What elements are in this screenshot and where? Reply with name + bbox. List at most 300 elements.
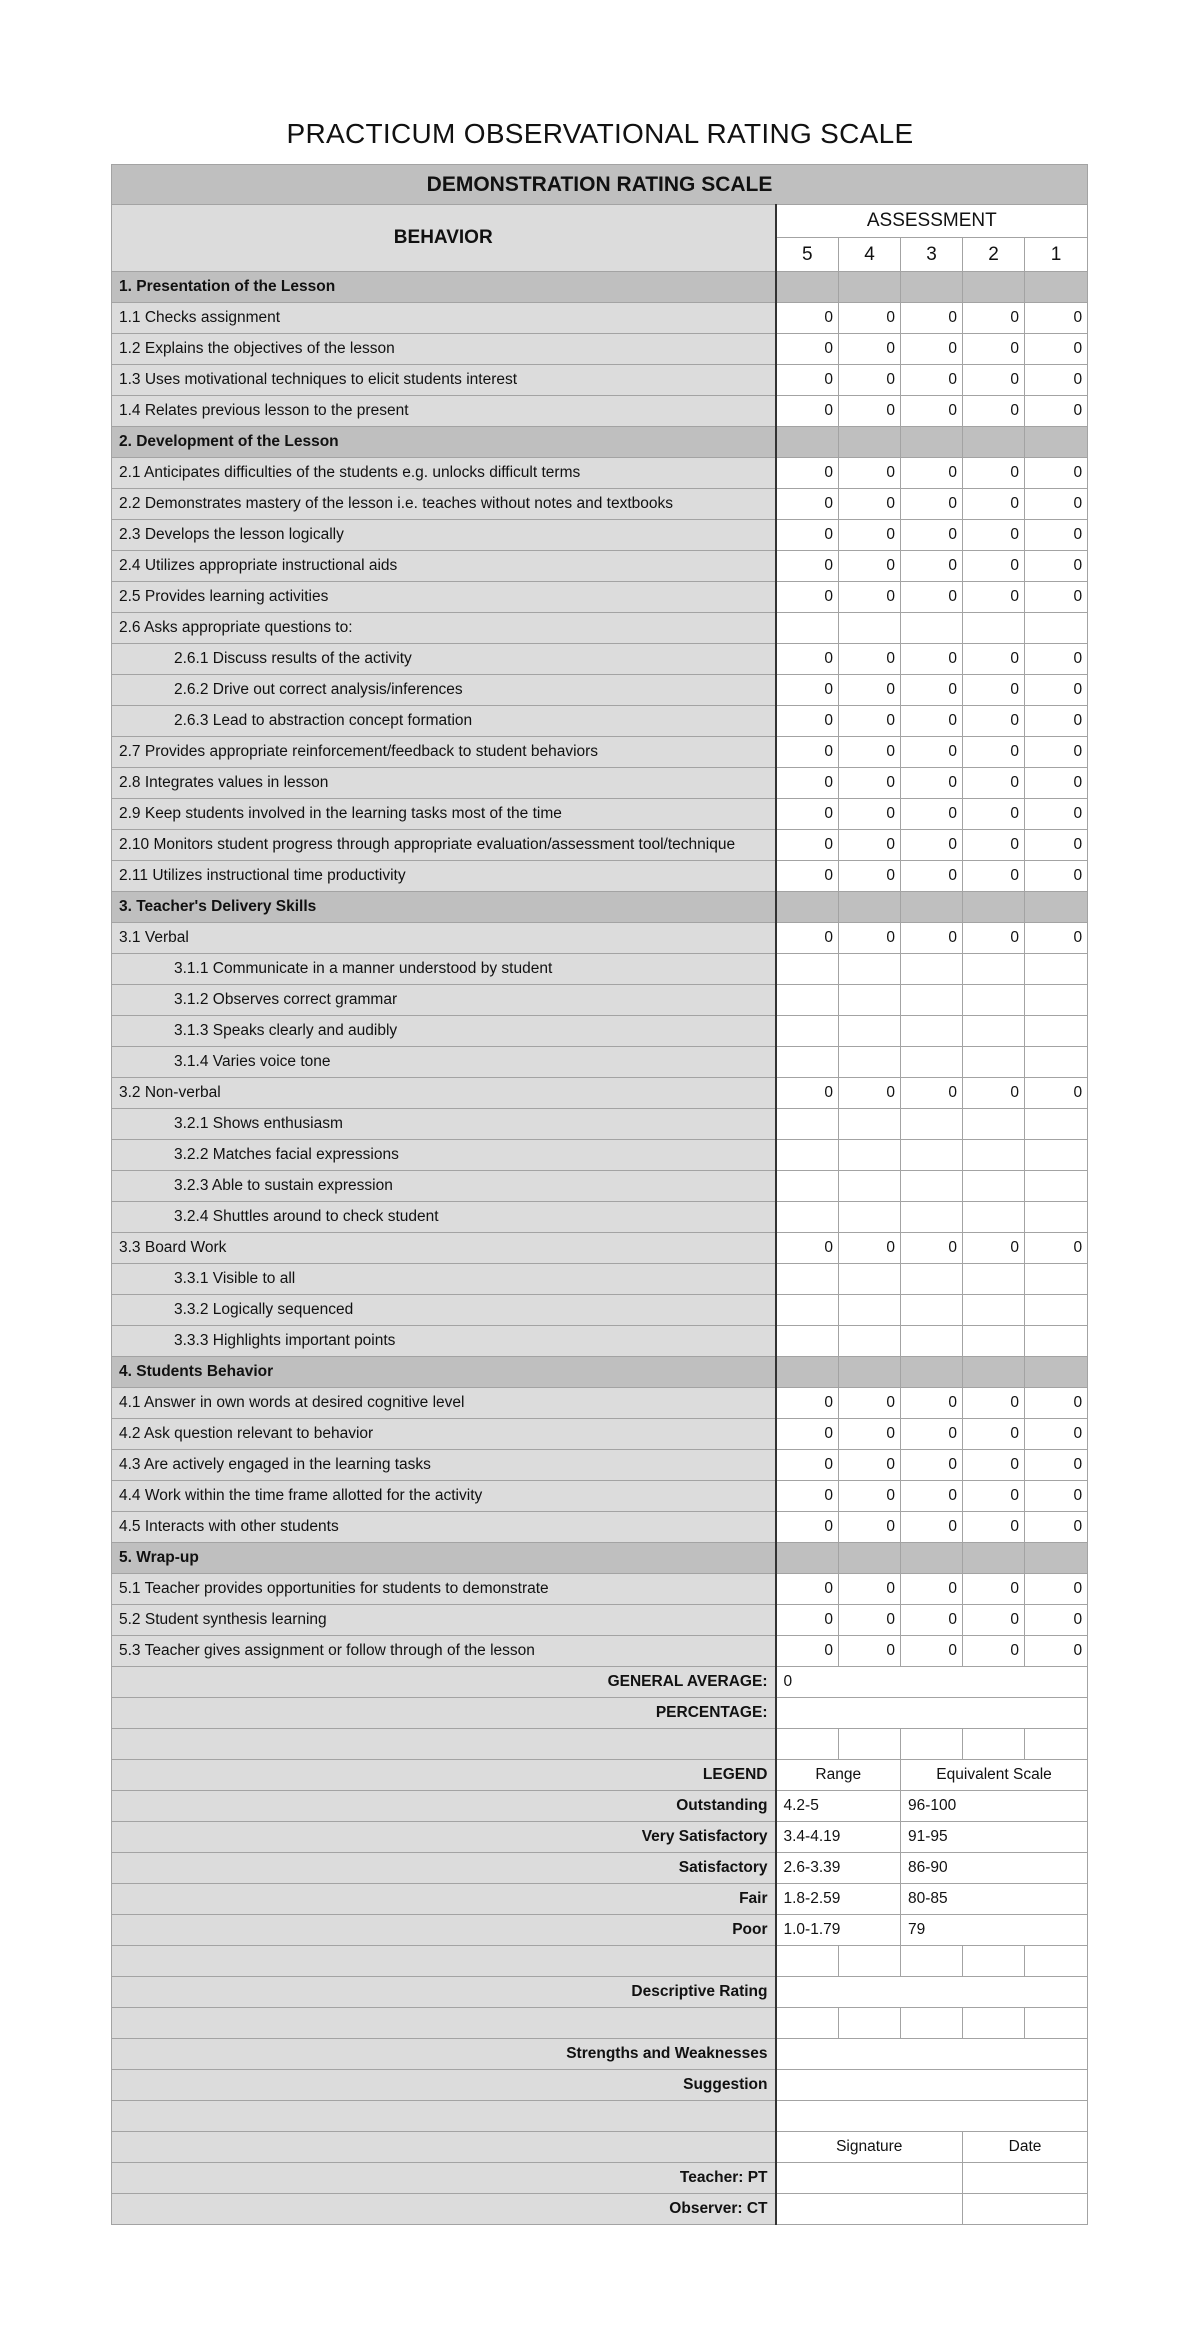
general-average-value[interactable]: 0	[776, 1667, 1088, 1698]
score-cell-1[interactable]: 0	[1025, 396, 1088, 427]
legend-header-row	[112, 1760, 1088, 1791]
behavior-label: 4.5 Interacts with other students	[112, 1512, 776, 1543]
score-cell-5[interactable]: 0	[776, 768, 839, 799]
score-cell-3[interactable]: 0	[901, 1481, 963, 1512]
score-cell-1[interactable]: 0	[1025, 365, 1088, 396]
score-cell-5[interactable]: 0	[776, 396, 839, 427]
score-cell-2[interactable]: 0	[963, 1512, 1025, 1543]
score-cell-1[interactable]: 0	[1025, 861, 1088, 892]
behavior-label: 5.2 Student synthesis learning	[112, 1605, 776, 1636]
section-score-cell	[1025, 1543, 1088, 1574]
score-cell-5[interactable]: 0	[776, 520, 839, 551]
score-cell-4[interactable]: 0	[839, 334, 901, 365]
score-cell-1[interactable]	[1025, 1016, 1088, 1047]
score-cell-1[interactable]	[1025, 1109, 1088, 1140]
score-cell-4[interactable]: 0	[839, 706, 901, 737]
score-cell-2[interactable]: 0	[963, 861, 1025, 892]
score-cell-5[interactable]	[776, 613, 839, 644]
score-cell-1[interactable]: 0	[1025, 1078, 1088, 1109]
section-header-row	[112, 1543, 1088, 1574]
score-cell-3[interactable]: 0	[901, 489, 963, 520]
score-cell-1[interactable]: 0	[1025, 768, 1088, 799]
score-cell-4[interactable]: 0	[839, 520, 901, 551]
score-cell-3[interactable]: 0	[901, 830, 963, 861]
spacer-cell	[776, 2008, 839, 2039]
score-cell-2[interactable]: 0	[963, 923, 1025, 954]
score-cell-2[interactable]: 0	[963, 768, 1025, 799]
score-cell-2[interactable]: 0	[963, 520, 1025, 551]
percentage-value[interactable]	[776, 1698, 1088, 1729]
score-cell-1[interactable]: 0	[1025, 799, 1088, 830]
spacer-row	[112, 1729, 1088, 1760]
score-cell-3[interactable]	[901, 1264, 963, 1295]
score-cell-5[interactable]: 0	[776, 737, 839, 768]
score-cell-5[interactable]: 0	[776, 1388, 839, 1419]
score-cell-2[interactable]: 0	[963, 706, 1025, 737]
score-cell-5[interactable]: 0	[776, 458, 839, 489]
score-cell-4[interactable]: 0	[839, 768, 901, 799]
score-cell-2[interactable]: 0	[963, 1636, 1025, 1667]
behavior-label: 1.4 Relates previous lesson to the present	[112, 396, 776, 427]
score-cell-5[interactable]: 0	[776, 923, 839, 954]
score-cell-1[interactable]: 0	[1025, 675, 1088, 706]
score-cell-5[interactable]: 0	[776, 1481, 839, 1512]
score-cell-2[interactable]	[963, 985, 1025, 1016]
score-cell-5[interactable]: 0	[776, 1450, 839, 1481]
score-cell-1[interactable]	[1025, 1171, 1088, 1202]
score-cell-5[interactable]: 0	[776, 706, 839, 737]
section-score-cell	[776, 1357, 839, 1388]
score-cell-3[interactable]	[901, 613, 963, 644]
score-cell-5[interactable]	[776, 954, 839, 985]
score-cell-2[interactable]	[963, 1326, 1025, 1357]
item-row	[112, 551, 1088, 582]
percentage-row	[112, 1698, 1088, 1729]
section-score-cell	[1025, 272, 1088, 303]
score-cell-2[interactable]: 0	[963, 1450, 1025, 1481]
score-cell-1[interactable]	[1025, 985, 1088, 1016]
legend-range: 1.0-1.79	[776, 1915, 901, 1946]
score-cell-5[interactable]	[776, 1264, 839, 1295]
behavior-label: 3.3.2 Logically sequenced	[112, 1295, 776, 1326]
score-cell-5[interactable]: 0	[776, 675, 839, 706]
legend-row	[112, 1853, 1088, 1884]
spacer-cell	[1025, 1946, 1088, 1977]
score-cell-2[interactable]: 0	[963, 365, 1025, 396]
sub-item-row	[112, 985, 1088, 1016]
score-cell-2[interactable]: 0	[963, 303, 1025, 334]
score-cell-5[interactable]	[776, 1109, 839, 1140]
score-cell-5[interactable]	[776, 985, 839, 1016]
score-cell-1[interactable]: 0	[1025, 1419, 1088, 1450]
score-cell-4[interactable]: 0	[839, 582, 901, 613]
score-cell-4[interactable]: 0	[839, 1233, 901, 1264]
score-cell-4[interactable]: 0	[839, 1512, 901, 1543]
score-cell-5[interactable]: 0	[776, 799, 839, 830]
score-cell-1[interactable]: 0	[1025, 1636, 1088, 1667]
score-cell-1[interactable]: 0	[1025, 551, 1088, 582]
score-cell-3[interactable]: 0	[901, 768, 963, 799]
section-score-cell	[963, 1357, 1025, 1388]
score-cell-3[interactable]: 0	[901, 1605, 963, 1636]
score-cell-4[interactable]: 0	[839, 644, 901, 675]
score-cell-2[interactable]	[963, 1295, 1025, 1326]
score-cell-5[interactable]	[776, 1171, 839, 1202]
score-cell-4[interactable]: 0	[839, 396, 901, 427]
legend-scale-header: Equivalent Scale	[901, 1760, 1088, 1791]
behavior-label: 4.2 Ask question relevant to behavior	[112, 1419, 776, 1450]
score-cell-4[interactable]: 0	[839, 737, 901, 768]
behavior-label: 3.3 Board Work	[112, 1233, 776, 1264]
score-cell-4[interactable]: 0	[839, 1450, 901, 1481]
spacer-cell	[776, 2101, 1088, 2132]
score-cell-3[interactable]	[901, 1109, 963, 1140]
score-cell-5[interactable]: 0	[776, 365, 839, 396]
score-cell-5[interactable]	[776, 1047, 839, 1078]
score-cell-2[interactable]	[963, 613, 1025, 644]
score-cell-2[interactable]: 0	[963, 1388, 1025, 1419]
banner-title: DEMONSTRATION RATING SCALE	[112, 165, 1088, 205]
score-cell-4[interactable]: 0	[839, 365, 901, 396]
legend-row	[112, 1822, 1088, 1853]
score-cell-2[interactable]: 0	[963, 830, 1025, 861]
score-cell-4[interactable]	[839, 1109, 901, 1140]
section-score-cell	[776, 272, 839, 303]
score-cell-4[interactable]: 0	[839, 551, 901, 582]
score-cell-1[interactable]: 0	[1025, 1233, 1088, 1264]
score-cell-3[interactable]	[901, 1295, 963, 1326]
score-cell-2[interactable]	[963, 1047, 1025, 1078]
score-cell-3[interactable]: 0	[901, 737, 963, 768]
score-cell-5[interactable]	[776, 1140, 839, 1171]
item-row	[112, 1419, 1088, 1450]
legend-range: 4.2-5	[776, 1791, 901, 1822]
score-cell-4[interactable]	[839, 1295, 901, 1326]
legend-label: LEGEND	[112, 1760, 776, 1791]
score-cell-5[interactable]: 0	[776, 1078, 839, 1109]
section-score-cell	[839, 427, 901, 458]
section-score-cell	[1025, 892, 1088, 923]
score-cell-1[interactable]: 0	[1025, 1512, 1088, 1543]
score-cell-1[interactable]	[1025, 1295, 1088, 1326]
observer-date-field[interactable]	[963, 2194, 1088, 2225]
teacher-label: Teacher: PT	[112, 2163, 776, 2194]
spacer-cell	[112, 1946, 776, 1977]
score-cell-2[interactable]: 0	[963, 334, 1025, 365]
score-cell-2[interactable]: 0	[963, 1574, 1025, 1605]
score-cell-2[interactable]	[963, 1202, 1025, 1233]
behavior-label: 2.1 Anticipates difficulties of the students e.g. unlocks difficult terms	[112, 458, 776, 489]
item-row	[112, 1233, 1088, 1264]
observer-label: Observer: CT	[112, 2194, 776, 2225]
spacer-cell	[963, 2008, 1025, 2039]
score-cell-2[interactable]: 0	[963, 799, 1025, 830]
score-cell-4[interactable]: 0	[839, 675, 901, 706]
score-cell-5[interactable]: 0	[776, 1574, 839, 1605]
spacer-cell	[901, 1729, 963, 1760]
score-cell-1[interactable]	[1025, 1202, 1088, 1233]
score-cell-5[interactable]: 0	[776, 1636, 839, 1667]
score-cell-2[interactable]: 0	[963, 458, 1025, 489]
score-cell-4[interactable]	[839, 1264, 901, 1295]
teacher-signature-field[interactable]	[776, 2163, 963, 2194]
score-cell-4[interactable]	[839, 954, 901, 985]
score-cell-2[interactable]	[963, 1016, 1025, 1047]
score-cell-1[interactable]	[1025, 954, 1088, 985]
score-cell-2[interactable]	[963, 954, 1025, 985]
score-cell-3[interactable]	[901, 1047, 963, 1078]
spacer-cell	[839, 2008, 901, 2039]
score-cell-3[interactable]: 0	[901, 1078, 963, 1109]
score-cell-4[interactable]: 0	[839, 303, 901, 334]
score-cell-1[interactable]	[1025, 1047, 1088, 1078]
score-cell-4[interactable]	[839, 1140, 901, 1171]
score-cell-2[interactable]: 0	[963, 396, 1025, 427]
score-cell-3[interactable]: 0	[901, 1574, 963, 1605]
legend-rating: Satisfactory	[112, 1853, 776, 1884]
score-cell-4[interactable]: 0	[839, 1481, 901, 1512]
score-cell-2[interactable]: 0	[963, 1419, 1025, 1450]
score-cell-4[interactable]: 0	[839, 1605, 901, 1636]
behavior-label: 3.2.3 Able to sustain expression	[112, 1171, 776, 1202]
behavior-label: 2.2 Demonstrates mastery of the lesson i.e. teaches without notes and textbooks	[112, 489, 776, 520]
section-score-cell	[839, 1543, 901, 1574]
legend-scale: 96-100	[901, 1791, 1088, 1822]
section-score-cell	[839, 272, 901, 303]
section-score-cell	[1025, 427, 1088, 458]
item-row	[112, 1636, 1088, 1667]
suggestion-row	[112, 2070, 1088, 2101]
score-cell-4[interactable]: 0	[839, 861, 901, 892]
date-header: Date	[963, 2132, 1088, 2163]
score-cell-4[interactable]: 0	[839, 830, 901, 861]
behavior-label: 2.7 Provides appropriate reinforcement/feedback to student behaviors	[112, 737, 776, 768]
score-cell-1[interactable]: 0	[1025, 582, 1088, 613]
score-cell-3[interactable]: 0	[901, 520, 963, 551]
score-cell-4[interactable]: 0	[839, 489, 901, 520]
item-row	[112, 1078, 1088, 1109]
score-cell-1[interactable]: 0	[1025, 520, 1088, 551]
strengths-field[interactable]	[776, 2039, 1088, 2070]
score-cell-3[interactable]	[901, 985, 963, 1016]
sub-item-row	[112, 1264, 1088, 1295]
item-row	[112, 1512, 1088, 1543]
item-row	[112, 923, 1088, 954]
banner-row	[112, 165, 1088, 205]
descriptive-rating-field[interactable]	[776, 1977, 1088, 2008]
score-cell-2[interactable]	[963, 1171, 1025, 1202]
score-cell-5[interactable]	[776, 1295, 839, 1326]
section-title: 2. Development of the Lesson	[112, 427, 776, 458]
score-cell-5[interactable]: 0	[776, 303, 839, 334]
score-cell-4[interactable]	[839, 613, 901, 644]
item-row	[112, 520, 1088, 551]
score-cell-3[interactable]: 0	[901, 799, 963, 830]
section-score-cell	[776, 427, 839, 458]
score-cell-1[interactable]: 0	[1025, 1605, 1088, 1636]
score-cell-2[interactable]: 0	[963, 1233, 1025, 1264]
suggestion-label: Suggestion	[112, 2070, 776, 2101]
score-cell-3[interactable]: 0	[901, 551, 963, 582]
section-title: 4. Students Behavior	[112, 1357, 776, 1388]
score-cell-3[interactable]	[901, 1016, 963, 1047]
score-cell-4[interactable]	[839, 985, 901, 1016]
score-cell-3[interactable]: 0	[901, 582, 963, 613]
sub-item-row	[112, 675, 1088, 706]
score-cell-2[interactable]: 0	[963, 582, 1025, 613]
section-title: 3. Teacher's Delivery Skills	[112, 892, 776, 923]
sub-item-row	[112, 706, 1088, 737]
score-cell-5[interactable]	[776, 1016, 839, 1047]
item-row	[112, 365, 1088, 396]
score-cell-2[interactable]: 0	[963, 644, 1025, 675]
score-cell-3[interactable]	[901, 1140, 963, 1171]
score-cell-1[interactable]: 0	[1025, 644, 1088, 675]
score-cell-4[interactable]: 0	[839, 923, 901, 954]
score-cell-1[interactable]: 0	[1025, 706, 1088, 737]
score-cell-5[interactable]: 0	[776, 830, 839, 861]
score-cell-1[interactable]: 0	[1025, 830, 1088, 861]
score-cell-5[interactable]: 0	[776, 1605, 839, 1636]
score-cell-3[interactable]: 0	[901, 303, 963, 334]
suggestion-field[interactable]	[776, 2070, 1088, 2101]
score-cell-3[interactable]: 0	[901, 861, 963, 892]
teacher-row	[112, 2163, 1088, 2194]
score-cell-2[interactable]: 0	[963, 1605, 1025, 1636]
score-cell-1[interactable]	[1025, 1264, 1088, 1295]
score-cell-3[interactable]: 0	[901, 1512, 963, 1543]
score-cell-2[interactable]: 0	[963, 1078, 1025, 1109]
spacer-cell	[112, 2008, 776, 2039]
score-cell-4[interactable]: 0	[839, 1388, 901, 1419]
score-cell-1[interactable]	[1025, 613, 1088, 644]
score-cell-2[interactable]: 0	[963, 551, 1025, 582]
behavior-label: 2.11 Utilizes instructional time productivity	[112, 861, 776, 892]
score-cell-3[interactable]: 0	[901, 675, 963, 706]
section-score-cell	[901, 272, 963, 303]
score-cell-5[interactable]: 0	[776, 644, 839, 675]
score-cell-1[interactable]: 0	[1025, 334, 1088, 365]
score-cell-2[interactable]	[963, 1140, 1025, 1171]
observer-signature-field[interactable]	[776, 2194, 963, 2225]
score-cell-1[interactable]	[1025, 1326, 1088, 1357]
score-cell-3[interactable]	[901, 1202, 963, 1233]
score-cell-5[interactable]	[776, 1202, 839, 1233]
score-cell-1[interactable]: 0	[1025, 1481, 1088, 1512]
score-cell-3[interactable]: 0	[901, 396, 963, 427]
score-cell-4[interactable]: 0	[839, 799, 901, 830]
score-cell-2[interactable]: 0	[963, 675, 1025, 706]
score-cell-1[interactable]: 0	[1025, 458, 1088, 489]
score-cell-3[interactable]: 0	[901, 1388, 963, 1419]
score-cell-1[interactable]: 0	[1025, 303, 1088, 334]
score-cell-4[interactable]	[839, 1047, 901, 1078]
score-cell-2[interactable]: 0	[963, 1481, 1025, 1512]
legend-scale: 86-90	[901, 1853, 1088, 1884]
score-cell-3[interactable]	[901, 954, 963, 985]
score-cell-2[interactable]: 0	[963, 737, 1025, 768]
score-cell-3[interactable]: 0	[901, 644, 963, 675]
item-row	[112, 396, 1088, 427]
score-cell-2[interactable]: 0	[963, 489, 1025, 520]
scale-1-header: 1	[1025, 238, 1088, 272]
score-cell-1[interactable]: 0	[1025, 737, 1088, 768]
assessment-header: ASSESSMENT	[776, 205, 1088, 238]
score-cell-3[interactable]: 0	[901, 706, 963, 737]
behavior-label: 2.8 Integrates values in lesson	[112, 768, 776, 799]
section-header-row	[112, 272, 1088, 303]
score-cell-4[interactable]: 0	[839, 1636, 901, 1667]
score-cell-3[interactable]	[901, 1326, 963, 1357]
score-cell-3[interactable]: 0	[901, 365, 963, 396]
score-cell-3[interactable]	[901, 1171, 963, 1202]
score-cell-5[interactable]: 0	[776, 861, 839, 892]
score-cell-1[interactable]: 0	[1025, 1574, 1088, 1605]
score-cell-4[interactable]: 0	[839, 1574, 901, 1605]
behavior-label: 2.6 Asks appropriate questions to:	[112, 613, 776, 644]
rating-scale-table	[111, 164, 1088, 2225]
score-cell-1[interactable]: 0	[1025, 489, 1088, 520]
score-cell-3[interactable]: 0	[901, 1233, 963, 1264]
score-cell-3[interactable]: 0	[901, 1636, 963, 1667]
score-cell-3[interactable]: 0	[901, 1419, 963, 1450]
behavior-label: 1.1 Checks assignment	[112, 303, 776, 334]
score-cell-5[interactable]	[776, 1326, 839, 1357]
score-cell-3[interactable]: 0	[901, 1450, 963, 1481]
score-cell-4[interactable]	[839, 1016, 901, 1047]
score-cell-4[interactable]: 0	[839, 458, 901, 489]
score-cell-2[interactable]	[963, 1109, 1025, 1140]
score-cell-5[interactable]: 0	[776, 489, 839, 520]
legend-rating: Poor	[112, 1915, 776, 1946]
legend-range-header: Range	[776, 1760, 901, 1791]
score-cell-5[interactable]: 0	[776, 582, 839, 613]
score-cell-5[interactable]: 0	[776, 1512, 839, 1543]
scale-5-header: 5	[776, 238, 839, 272]
percentage-label: PERCENTAGE:	[112, 1698, 776, 1729]
section-score-cell	[901, 427, 963, 458]
score-cell-3[interactable]: 0	[901, 458, 963, 489]
score-cell-5[interactable]: 0	[776, 334, 839, 365]
score-cell-1[interactable]: 0	[1025, 1388, 1088, 1419]
score-cell-4[interactable]: 0	[839, 1419, 901, 1450]
score-cell-2[interactable]	[963, 1264, 1025, 1295]
score-cell-5[interactable]: 0	[776, 1233, 839, 1264]
page-title: PRACTICUM OBSERVATIONAL RATING SCALE	[286, 118, 914, 149]
score-cell-3[interactable]: 0	[901, 923, 963, 954]
teacher-date-field[interactable]	[963, 2163, 1088, 2194]
score-cell-1[interactable]	[1025, 1140, 1088, 1171]
score-cell-5[interactable]: 0	[776, 1419, 839, 1450]
scale-3-header: 3	[901, 238, 963, 272]
score-cell-4[interactable]	[839, 1202, 901, 1233]
section-score-cell	[963, 892, 1025, 923]
score-cell-4[interactable]: 0	[839, 1078, 901, 1109]
score-cell-4[interactable]	[839, 1326, 901, 1357]
section-header-row	[112, 1357, 1088, 1388]
behavior-label: 4.4 Work within the time frame allotted for the activity	[112, 1481, 776, 1512]
section-score-cell	[901, 892, 963, 923]
score-cell-1[interactable]: 0	[1025, 923, 1088, 954]
score-cell-1[interactable]: 0	[1025, 1450, 1088, 1481]
score-cell-4[interactable]	[839, 1171, 901, 1202]
score-cell-5[interactable]: 0	[776, 551, 839, 582]
spacer-cell	[901, 2008, 963, 2039]
item-row	[112, 737, 1088, 768]
item-row	[112, 582, 1088, 613]
section-score-cell	[901, 1357, 963, 1388]
score-cell-3[interactable]: 0	[901, 334, 963, 365]
